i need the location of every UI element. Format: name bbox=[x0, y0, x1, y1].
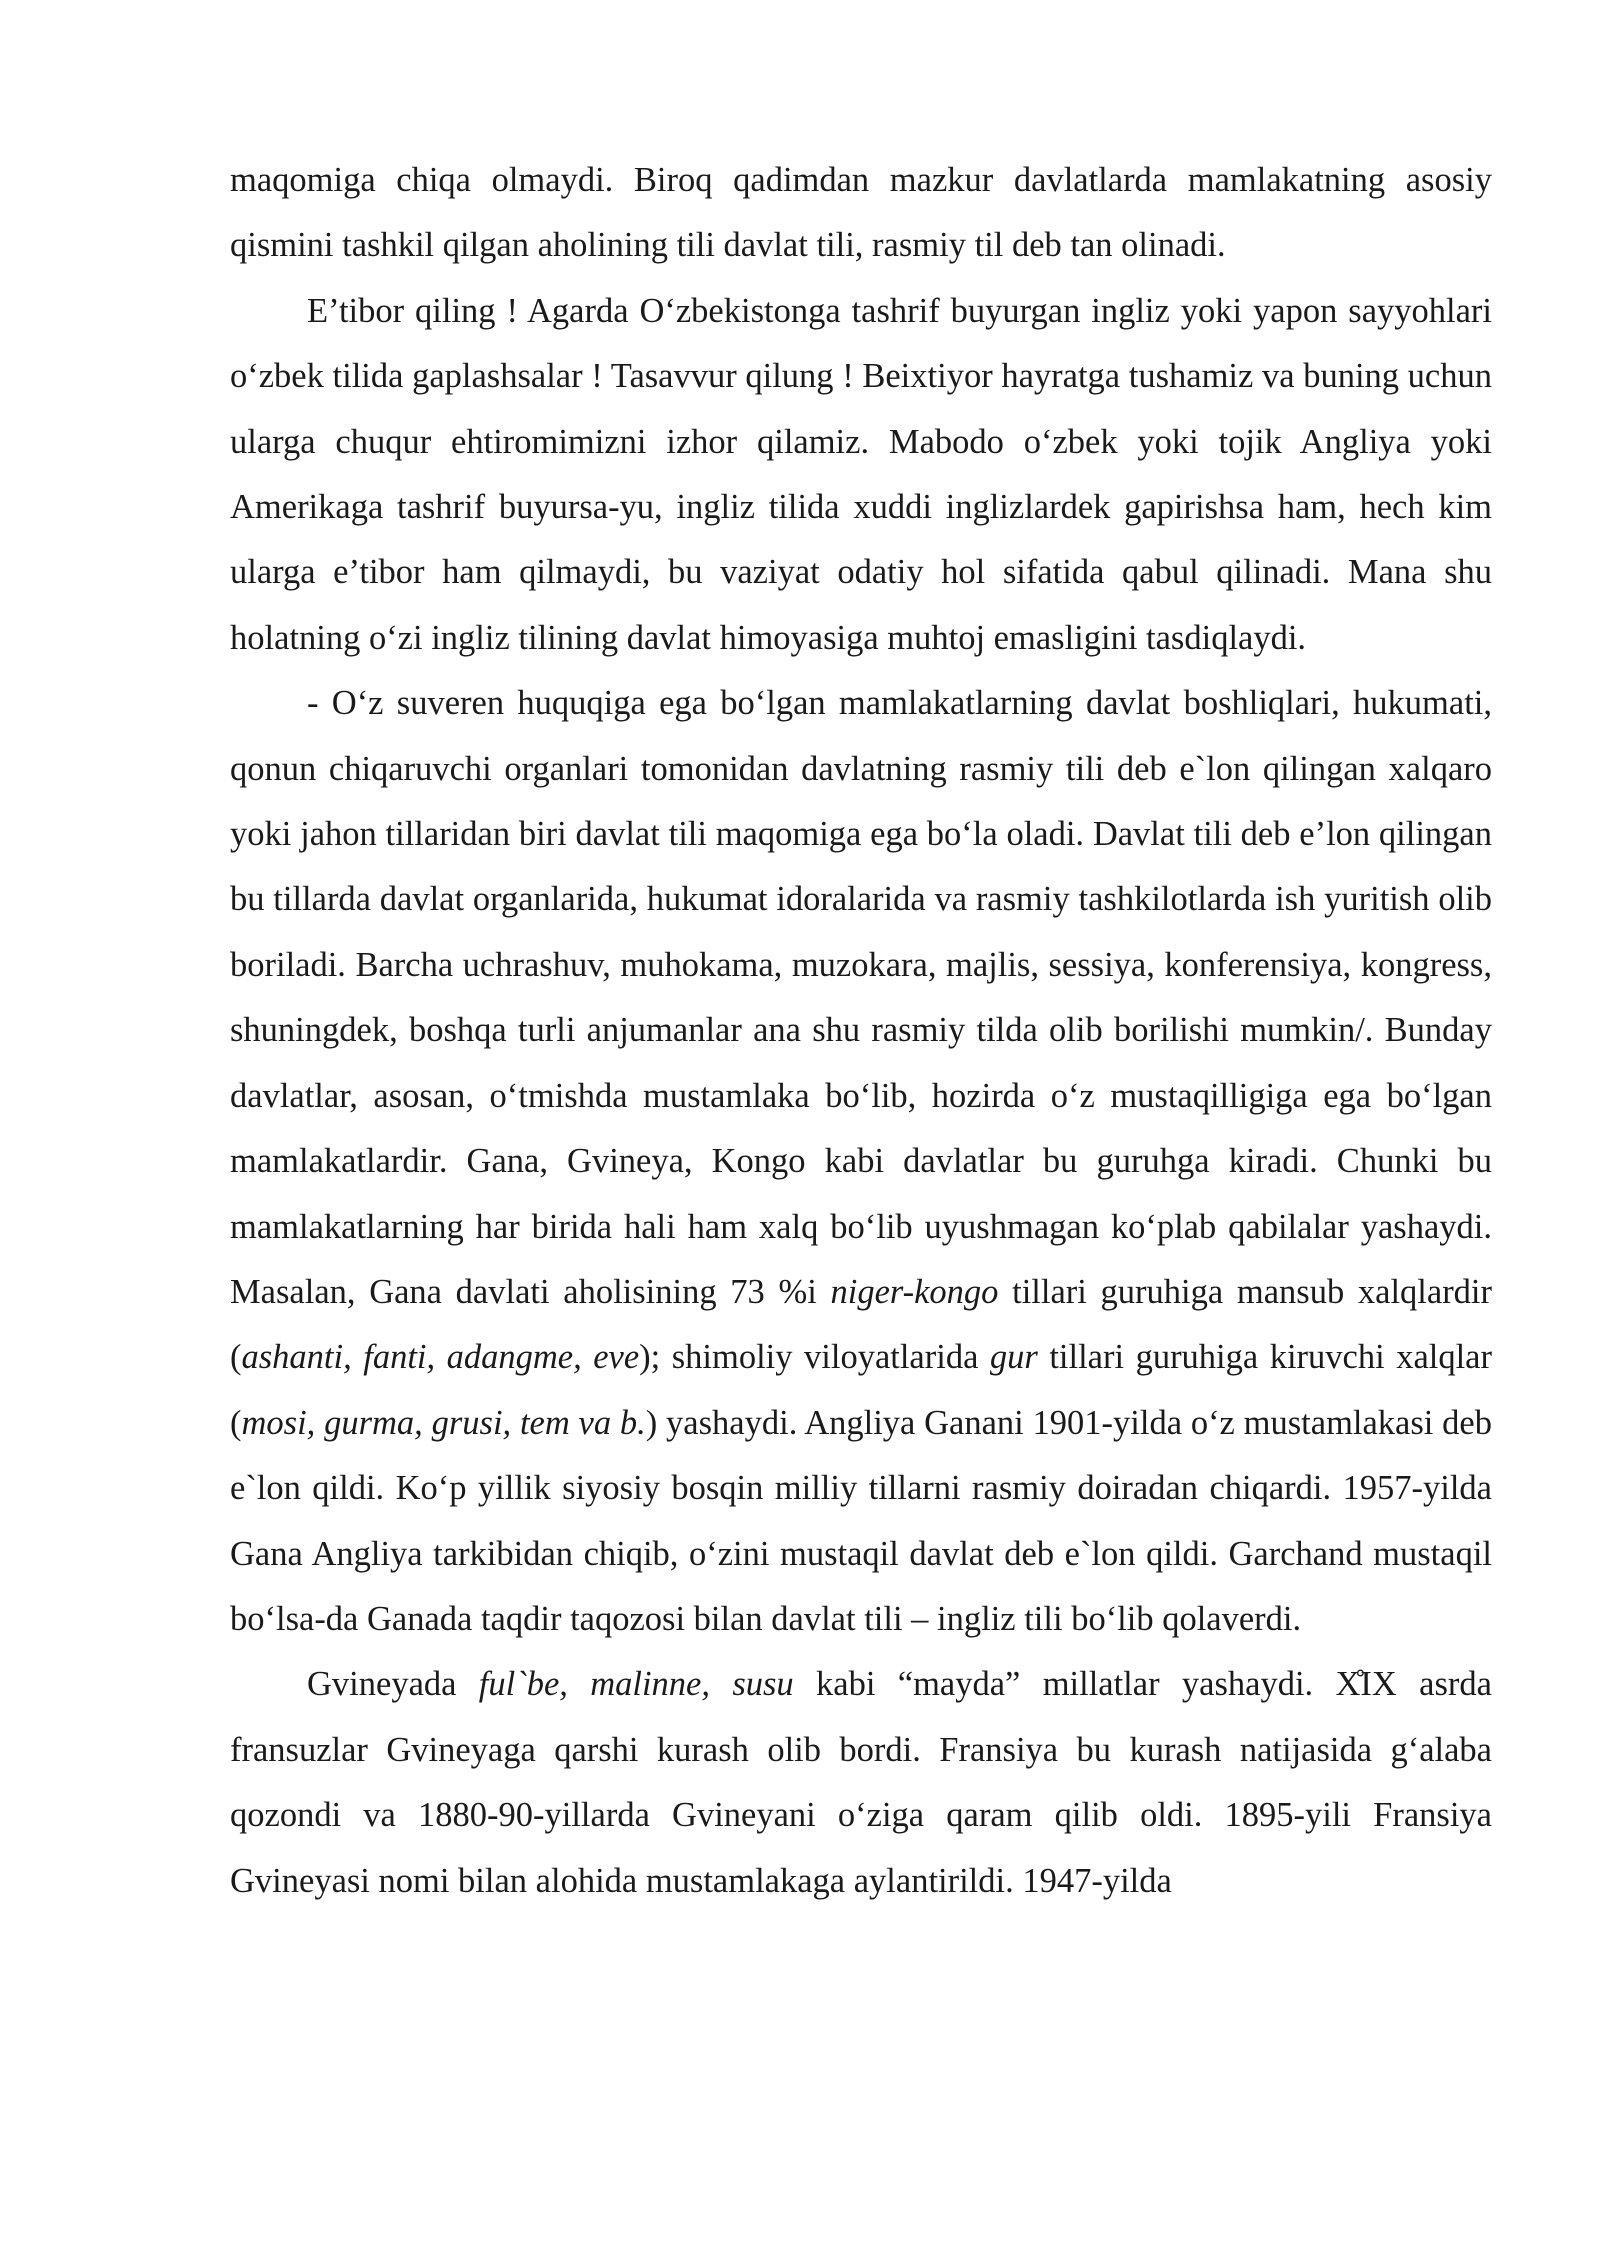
italic-term: ful`be, malinne, susu bbox=[478, 1665, 794, 1704]
document-page bbox=[230, 148, 1492, 1914]
paragraph-4 bbox=[230, 1652, 1492, 1914]
italic-term: ashanti, fanti, adangme, eve bbox=[241, 1338, 640, 1377]
paragraph-1 bbox=[230, 148, 1492, 279]
italic-term: gur bbox=[989, 1338, 1038, 1377]
paragraph-text: tillari guruhiga mansub xalqlardir ( bbox=[230, 1272, 1493, 1377]
paragraph-text: Gvineyada bbox=[307, 1665, 479, 1704]
italic-term: mosi, gurma, grusi, tem va b. bbox=[241, 1403, 646, 1442]
paragraph-text: maqomiga chiqa olmaydi. Biroq qadimdan mazkur davlatlarda mamlakatning asosiy qismini tashkil qilgan aholining tili davlat tili, rasmiy til deb tan olinadi. bbox=[230, 161, 1492, 265]
italic-term: niger-kongo bbox=[830, 1272, 999, 1311]
paragraph-text: tillari guruhiga kiruvchi xalqlar ( bbox=[230, 1338, 1492, 1442]
paragraph-2 bbox=[230, 279, 1492, 671]
paragraph-text: kabi “mayda” millatlar yashaydi. X̊IX asrda fransuzlar Gvineyaga qarshi kurash olib bordi. Fransiya bu kurash natijasida g‘alaba qozondi va 1880-90-yillarda Gvineyani o‘ziga qaram qilib oldi. 1895-yili Fransiya Gvineyasi nomi bilan alohida mustamlakaga aylantirildi. 1947-yilda bbox=[230, 1665, 1492, 1900]
paragraph-text: - O‘z suveren huquqiga ega bo‘lgan mamlakatlarning davlat boshliqlari, hukumati, qonun chiqaruvchi organlari tomonidan davlatning rasmiy tili deb e`lon qilingan xalqaro yoki jahon tillaridan biri davlat tili maqomiga ega bo‘la oladi. Davlat tili deb e’lon qilingan bu tillarda davlat organlarida, hukumat idoralarida va rasmiy tashkilotlarda ish yuritish olib boriladi. Barcha uchrashuv, muhokama, muzokara, majlis, sessiya, konferensiya, kongress, shuningdek, boshqa turli anjumanlar ana shu rasmiy tilda olib borilishi mumkin/. Bunday davlatlar, asosan, o‘tmishda mustamlaka bo‘lib, hozirda o‘z mustaqilligiga ega bo‘lgan mamlakatlardir. Gana, Gvineya, Kongo kabi davlatlar bu guruhga kiradi. Chunki bu mamlakatlarning har birida hali ham xalq bo‘lib uyushmagan ko‘plab qabilalar yashaydi. Masalan, Gana davlati aholisining 73 %i bbox=[230, 684, 1492, 1311]
paragraph-text: ); shimoliy viloyatlarida bbox=[639, 1338, 990, 1377]
paragraph-text: E’tibor qiling ! Agarda O‘zbekistonga tashrif buyurgan ingliz yoki yapon sayyohlari o‘zbek tilida gaplashsalar ! Tasavvur qilung ! Beixtiyor hayratga tushamiz va buning uchun ularga chuqur ehtiromimizni izhor qilamiz. Mabodo o‘zbek yoki tojik Angliya yoki Amerikaga tashrif buyursa-yu, ingliz tilida xuddi inglizlardek gapirishsa ham, hech kim ularga e’tibor ham qilmaydi, bu vaziyat odatiy hol sifatida qabul qilinadi. Mana shu holatning o‘zi ingliz tilining davlat himoyasiga muhtoj emasligini tasdiqlaydi. bbox=[230, 291, 1492, 657]
paragraph-text: ) yashaydi. Angliya Ganani 1901-yilda o‘z mustamlakasi deb e`lon qildi. Ko‘p yillik siyosiy bosqin milliy tillarni rasmiy doiradan chiqardi. 1957-yilda Gana Angliya tarkibidan chiqib, o‘zini mustaqil davlat deb e`lon qildi. Garchand mustaqil bo‘lsa-da Ganada taqdir taqozosi bilan davlat tili – ingliz tili bo‘lib qolaverdi. bbox=[230, 1403, 1492, 1638]
paragraph-3 bbox=[230, 671, 1492, 1652]
